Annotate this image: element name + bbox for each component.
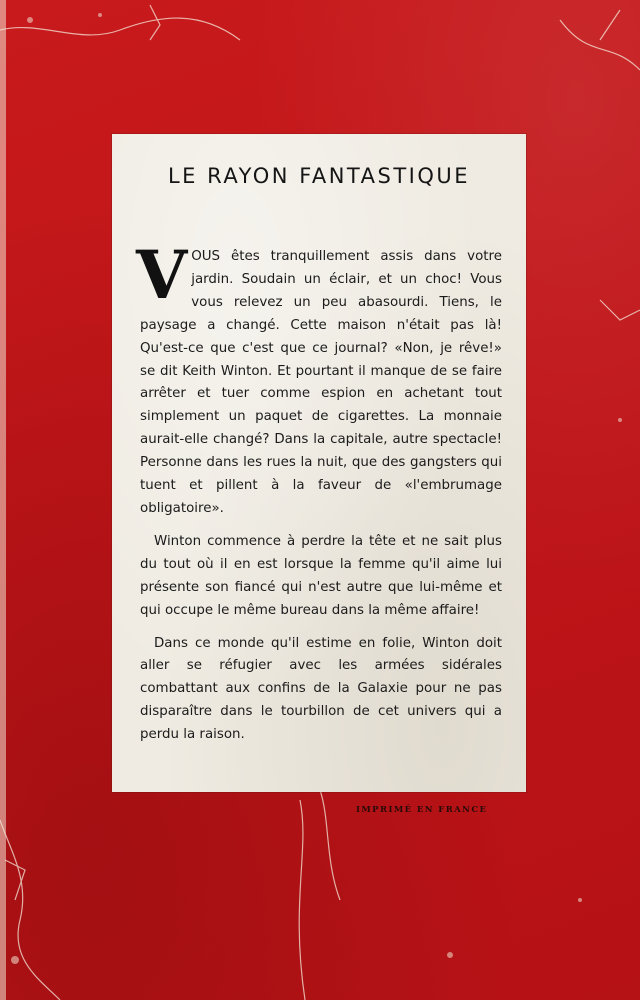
book-title: LE RAYON FANTASTIQUE [167,164,471,188]
blurb-paragraph: Winton commence à perdre la tête et ne sait plus du tout où il en est lorsque la femme qu'il aime lui présente son fiancé qui n'est autre que lui-même et qui occupe le même bureau dans la même affaire! [140,533,502,618]
blurb-panel [112,134,526,792]
blurb-text [136,236,502,757]
printed-in-france-label: IMPRIMÉ EN FRANCE [356,805,488,815]
drop-cap: V [136,236,188,314]
blurb-paragraph: Dans ce monde qu'il estime en folie, Winton doit aller se réfugier avec les armées sidérales combattant aux confins de la Galaxie pour ne pas disparaître dans le tourbillon de cet univers qui a perdu la raison. [140,635,502,743]
paragraph-1-text: OUS êtes tranquillement assis dans votre jardin. Soudain un éclair, et un choc! Vous vous relevez un peu abasourdi. Tiens, le paysage a changé. Cette maison n'était pas là! Qu'est-ce que c'est que ce journal? «Non, je rêve!» se dit Keith Winton. Et pourtant il manque de se faire arrêter et tuer comme espion en achetant tout simplement un paquet de cigarettes. La monnaie aurait-elle changé? Dans la capitale, autre spectacle! Personne dans les rues la nuit, que des gangsters qui tuent et pillent à la faveur de «l'embrumage obligatoire». [140,249,502,516]
blurb-paragraph [136,236,502,521]
